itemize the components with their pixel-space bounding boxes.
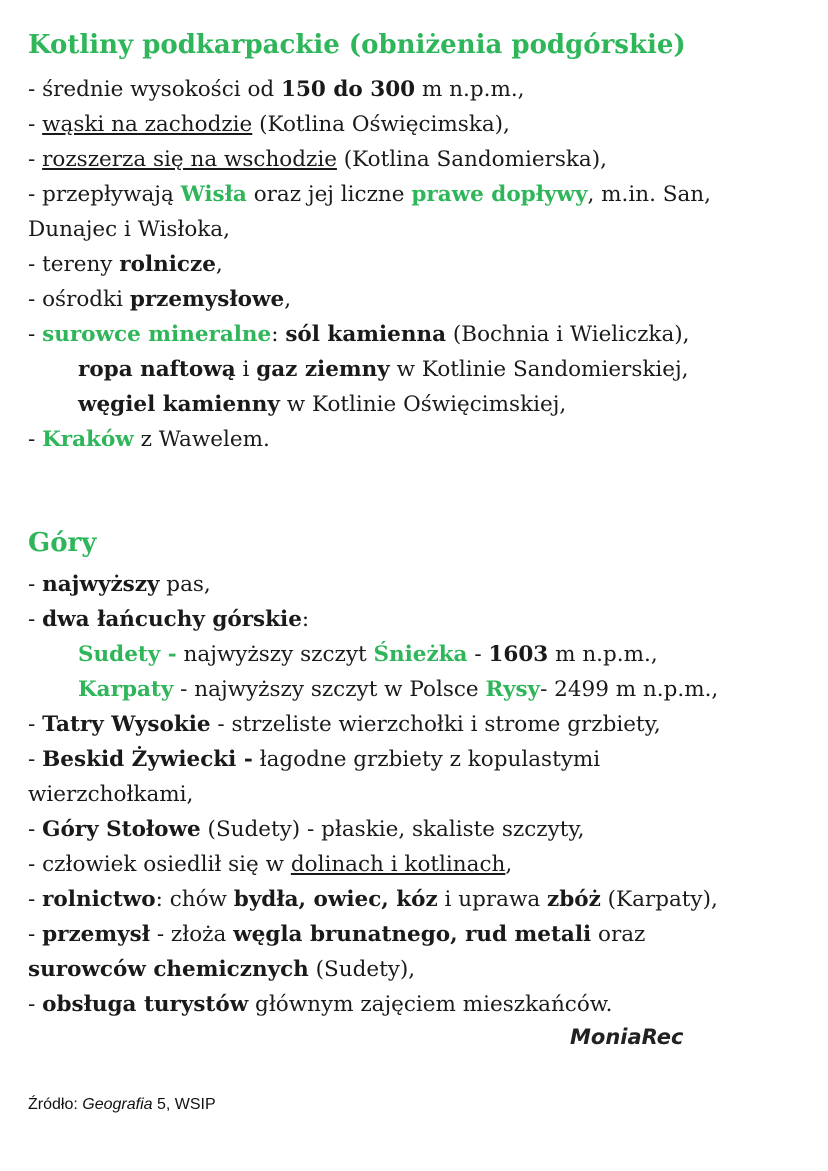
line-turysci: - obsługa turystów głównym zajęciem mieszkańców. bbox=[28, 992, 613, 1017]
author-signature: MoniaRec bbox=[570, 1025, 684, 1049]
line-rolnictwo: - rolnictwo: chów bydła, owiec, kóz i uprawa zbóż (Karpaty), bbox=[28, 887, 718, 912]
line-surowce: - surowce mineralne: sól kamienna (Bochnia i Wieliczka), bbox=[28, 322, 690, 347]
line-karpaty: Karpaty - najwyższy szczyt w Polsce Rysy- 2499 m n.p.m., bbox=[78, 677, 719, 702]
source-citation: Źródło: Geografia 5, WSIP bbox=[28, 1096, 216, 1113]
line-wegiel: węgiel kamienny w Kotlinie Oświęcimskiej, bbox=[78, 392, 567, 417]
line-rolnicze: - tereny rolnicze, bbox=[28, 252, 223, 277]
line-rzeki: - przepływają Wisła oraz jej liczne prawe dopływy, m.in. San, bbox=[28, 182, 711, 207]
line-ropa: ropa naftową i gaz ziemny w Kotlinie Sandomierskiej, bbox=[78, 357, 689, 382]
line-rozszerza: - rozszerza się na wschodzie (Kotlina Sandomierska), bbox=[28, 147, 607, 172]
line-rzeki-cont: Dunajec i Wisłoka, bbox=[28, 217, 230, 242]
line-przemysl: - przemysł - złoża węgla brunatnego, rud metali oraz bbox=[28, 922, 646, 947]
line-tatry: - Tatry Wysokie - strzeliste wierzchołki i strome grzbiety, bbox=[28, 712, 661, 737]
line-beskid: - Beskid Żywiecki - łagodne grzbiety z kopulastymi bbox=[28, 747, 601, 772]
line-sudety: Sudety - najwyższy szczyt Śnieżka - 1603 m n.p.m., bbox=[78, 642, 658, 667]
line-przemyslowe: - ośrodki przemysłowe, bbox=[28, 287, 292, 312]
line-osiedlil: - człowiek osiedlił się w dolinach i kotlinach, bbox=[28, 852, 513, 877]
section-title-gory: Góry bbox=[28, 528, 97, 558]
line-przemysl-cont: surowców chemicznych (Sudety), bbox=[28, 957, 416, 982]
line-beskid-cont: wierzchołkami, bbox=[28, 782, 194, 807]
section-title-kotliny: Kotliny podkarpackie (obniżenia podgórskie) bbox=[28, 30, 686, 60]
line-stolowe: - Góry Stołowe (Sudety) - płaskie, skaliste szczyty, bbox=[28, 817, 585, 842]
line-lancuchy: - dwa łańcuchy górskie: bbox=[28, 607, 310, 632]
line-wysokosci: - średnie wysokości od 150 do 300 m n.p.m., bbox=[28, 77, 525, 102]
line-najwyzszy: - najwyższy pas, bbox=[28, 572, 211, 597]
line-krakow: - Kraków z Wawelem. bbox=[28, 427, 270, 452]
line-waski: - wąski na zachodzie (Kotlina Oświęcimska), bbox=[28, 112, 510, 137]
